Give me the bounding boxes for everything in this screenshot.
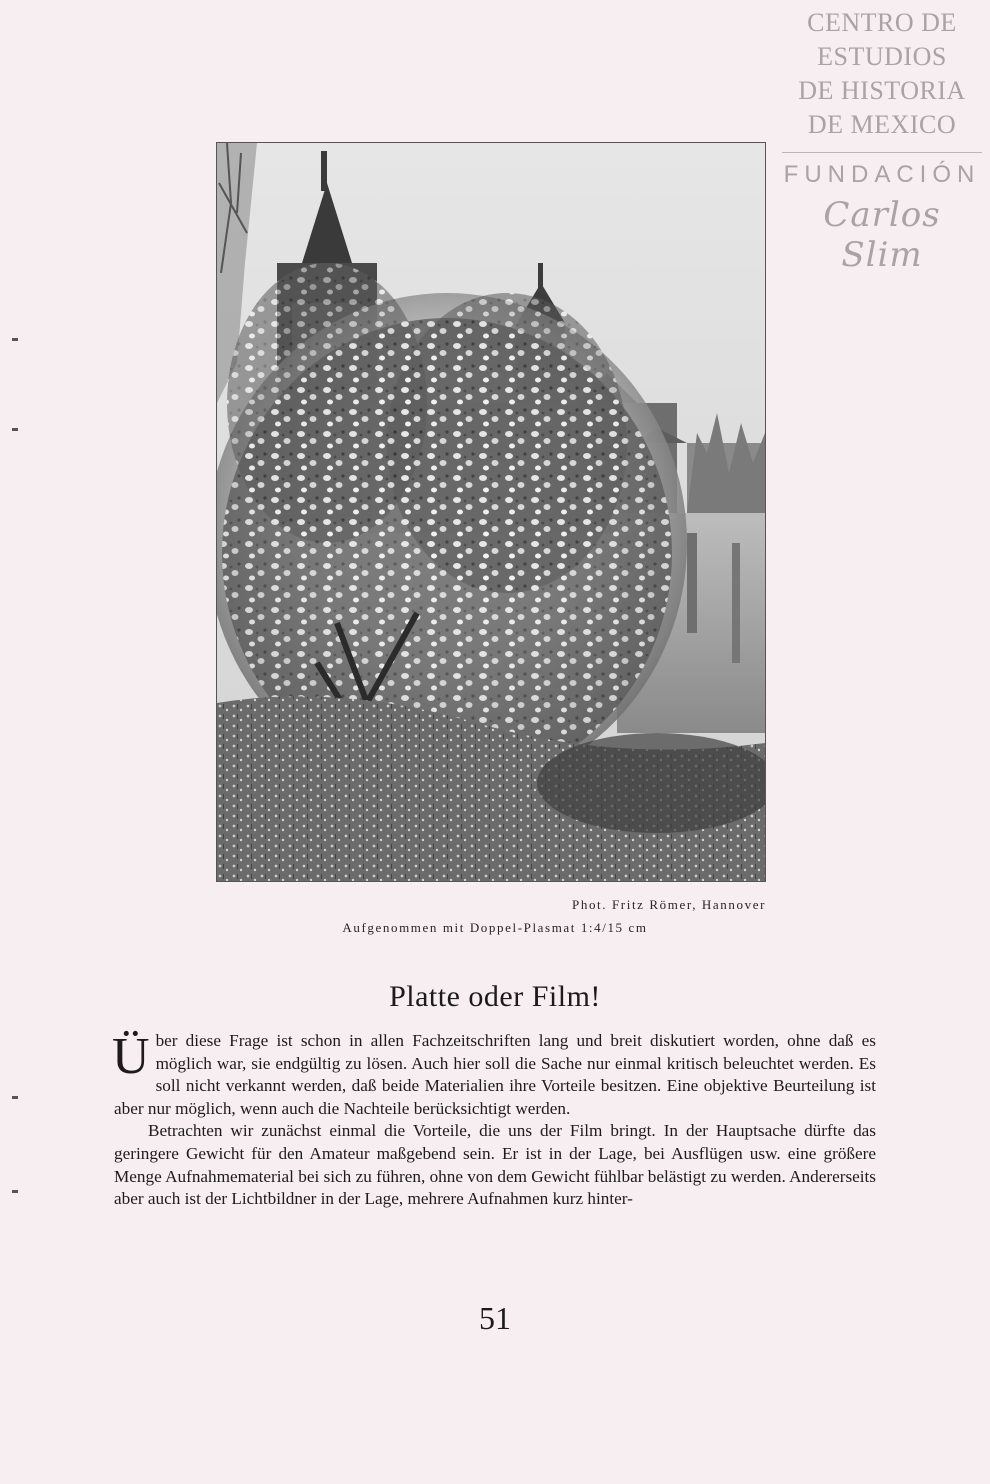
margin-mark xyxy=(12,338,18,341)
photo-illustration xyxy=(217,143,765,881)
watermark-line: CENTRO DE xyxy=(807,8,957,37)
article-body xyxy=(114,1030,876,1211)
margin-mark xyxy=(12,1190,18,1193)
photo-caption: Aufgenommen mit Doppel-Plasmat 1:4/15 cm xyxy=(342,920,648,935)
photo-credit: Phot. Fritz Römer, Hannover xyxy=(572,897,766,912)
watermark-signature: Carlos Slim xyxy=(823,195,941,275)
watermark-line: DE HISTORIA xyxy=(798,76,966,105)
article-paragraph xyxy=(114,1030,876,1120)
archive-watermark xyxy=(782,6,982,275)
page-number: 51 xyxy=(479,1300,511,1336)
article-title: Platte oder Film! xyxy=(389,980,601,1013)
paragraph-text: ber diese Frage ist schon in allen Fachzeitschriften lang und breit diskutiert worden, ohne daß es möglich war, sie endgültig zu lösen. Auch hier soll die Sache nur einmal kritisch beleuchtet werden. Es soll nicht verkannt werden, daß beide Materialien ihre Vorteile besitzen. Eine objektive Beurteilung ist aber nur möglich, wenn auch die Nachteile berücksichtigt werden. xyxy=(114,1031,876,1118)
watermark-line: DE MEXICO xyxy=(807,110,957,139)
watermark-foundation: FUNDACIÓN xyxy=(783,161,981,188)
watermark-line: ESTUDIOS xyxy=(817,42,947,71)
margin-mark xyxy=(12,1096,18,1099)
watermark-divider xyxy=(782,152,982,153)
magnolia-photograph xyxy=(216,142,766,882)
drop-cap: Ü xyxy=(112,1028,150,1085)
margin-mark xyxy=(12,428,18,431)
article-paragraph: Betrachten wir zunächst einmal die Vorteile, die uns der Film bringt. In der Hauptsache dürfte das geringere Gewicht für den Amateur maßgebend sein. Er ist in der Lage, bei Ausflügen usw. eine größere Menge Aufnahmematerial bei sich zu führen, ohne von dem Gewicht fühlbar belästigt zu werden. Andererseits aber auch ist der Lichtbildner in der Lage, mehrere Aufnahmen kurz hinter- xyxy=(114,1121,876,1209)
